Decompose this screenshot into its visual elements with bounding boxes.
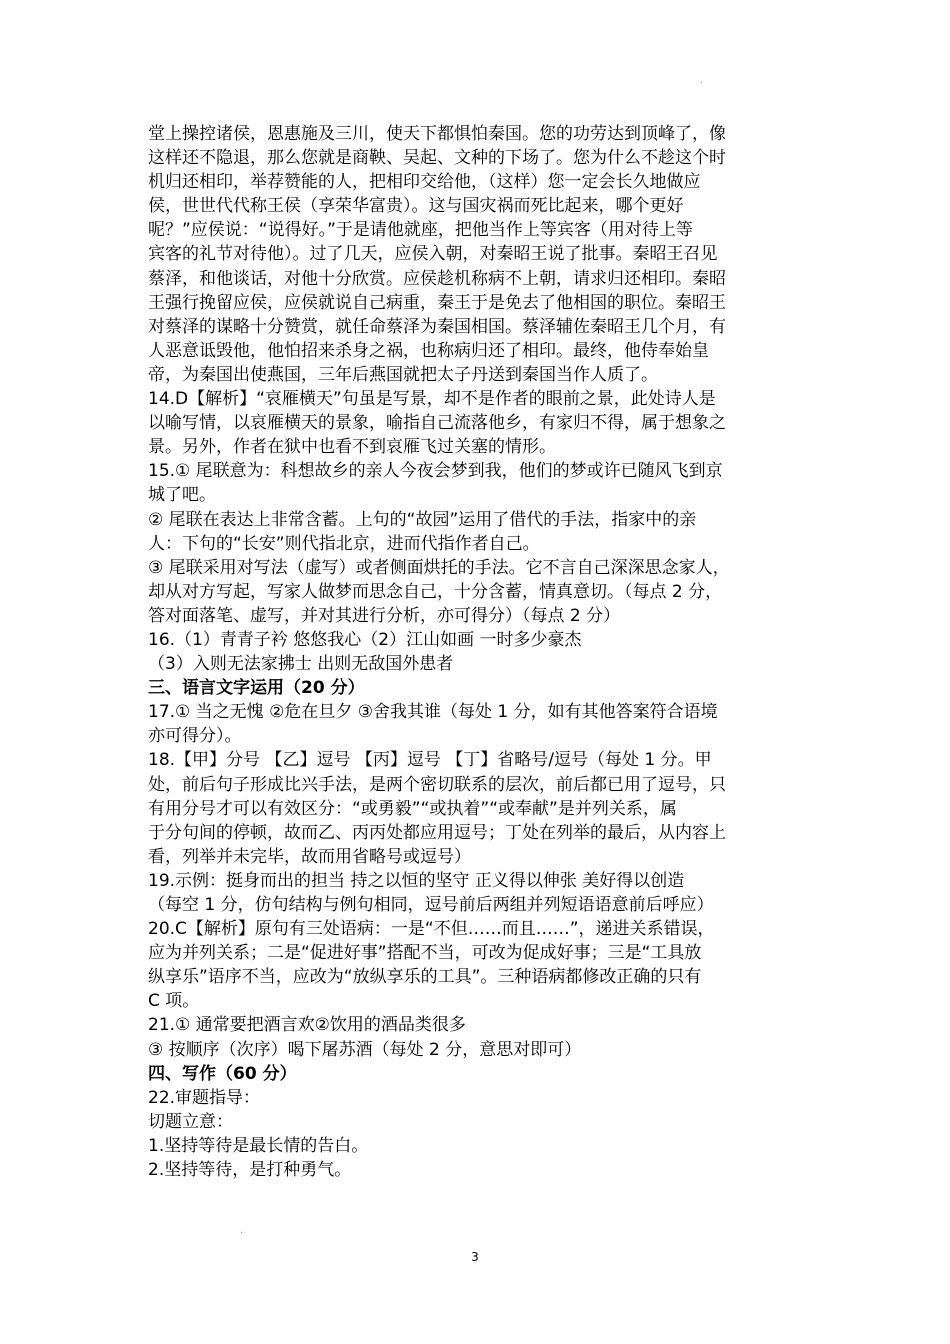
text-line: 纵享乐”语序不当，应改为“放纵享乐的工具”。三种语病都修改正确的只有 (148, 967, 702, 988)
text-line: 城了吧。 (148, 485, 216, 506)
text-line: 人恶意诋毁他，他怕招来杀身之祸，也称病归还了相印。最终，他侍奉始皇 (148, 340, 709, 361)
text-line: ③ 按顺序（次序）喝下屠苏酒（每处 2 分，意思对即可） (148, 1039, 582, 1060)
text-line: 王强行挽留应侯，应侯就说自己病重，秦王于是免去了他相国的职位。秦昭王 (148, 292, 726, 313)
section-heading: 三、语言文字运用（20 分） (148, 678, 365, 699)
text-line: （每空 1 分，仿句结构与例句相同，逗号前后两组并列短语语意前后呼应） (148, 895, 714, 915)
text-line: ② 尾联在表达上非常含蓄。上句的“故园”运用了借代的手法，指家中的亲 (148, 509, 697, 530)
text-line: 侯，世世代代称王侯（享荣华富贵）。这与国灾祸而死比起来，哪个更好 (148, 196, 684, 217)
text-line: ③ 尾联采用对写法（虚写）或者侧面烘托的手法。它不言自己深深思念家人， (148, 557, 730, 578)
text-line: 有用分号才可以有效区分：“或勇毅”“或执着”“或奉献”是并列关系，属 (148, 798, 677, 819)
scan-mark: · (240, 1228, 244, 1239)
answer-14: 14.D【解析】“哀雁横天”句虽是写景，却不是作者的眼前之景，此处诗人是 (148, 389, 716, 410)
text-line: 宾客的礼节对待他）。过了几天，应侯入朝，对秦昭王说了批事。秦昭王召见 (148, 244, 718, 265)
text-line: 对蔡泽的谋略十分赞赏，就任命蔡泽为秦国相国。蔡泽辅佐秦昭王几个月，有 (148, 316, 726, 337)
text-line: 蔡泽，和他谈话，对他十分欣赏。应侯趁机称病不上朝，请求归还相印。秦昭 (148, 268, 726, 289)
section-heading: 四、写作（60 分） (148, 1063, 297, 1084)
text-line: 以喻写情，以哀雁横天的景象，喻指自己流落他乡，有家归不得，属于想象之 (148, 413, 726, 434)
page-number: 3 (471, 1250, 479, 1264)
text-line: 帝，为秦国出使燕国，三年后燕国就把太子丹送到秦国当作人质了。 (148, 364, 658, 385)
answer-20: 20.C【解析】原句有三处语病：一是“不但……而且……”，递进关系错误， (148, 919, 715, 940)
text-line: 1.坚持等待是最长情的告白。 (148, 1135, 369, 1156)
text-line: 切题立意： (148, 1111, 233, 1132)
answer-15: 15.① 尾联意为：科想故乡的亲人今夜会梦到我，他们的梦或许已随风飞到京 (148, 461, 723, 482)
text-line: 处，前后句子形成比兴手法，是两个密切联系的层次，前后都已用了逗号，只 (148, 774, 726, 795)
text-line: 这样还不隐退，那么您就是商鞅、吴起、文种的下场了。您为什么不趁这个时 (148, 148, 726, 169)
text-line: 于分句间的停顿，故而乙、丙丙处都应用逗号；丁处在列举的最后，从内容上 (148, 822, 726, 843)
text-line: 应为并列关系；二是“促进好事”搭配不当，可改为促成好事；三是“工具放 (148, 943, 702, 964)
scan-mark: · (700, 78, 704, 89)
text-line: 却从对方写起，写家人做梦而思念自己，十分含蓄，情真意切。（每点 2 分， (148, 581, 723, 602)
text-line: 2.坚持等待，是打种勇气。 (148, 1160, 352, 1181)
answer-16: 16.（1）青青子衿 悠悠我心（2）江山如画 一时多少豪杰 (148, 629, 582, 650)
text-line: （3）入则无法家拂士 出则无敌国外患者 (148, 654, 454, 675)
text-line: 堂上操控诸侯，恩惠施及三川，使天下都惧怕秦国。您的功劳达到顶峰了，像 (148, 124, 726, 144)
text-line: 呢？”应侯说：“说得好。”于是请他就座，把他当作上等宾客（用对待上等 (148, 220, 693, 241)
answer-22: 22.审题指导： (148, 1087, 261, 1108)
text-line: 景。另外，作者在狱中也看不到哀雁飞过关塞的情形。 (148, 437, 556, 458)
text-line: C 项。 (148, 991, 200, 1012)
text-line: 答对面落笔、虚写，并对其进行分析，亦可得分）（每点 2 分） (148, 605, 621, 626)
answer-21: 21.① 通常要把酒言欢②饮用的酒品类很多 (148, 1015, 466, 1036)
answer-19: 19.示例：挺身而出的担当 持之以恒的坚守 正义得以伸张 美好得以创造 (148, 870, 685, 891)
text-line: 看，列举并未完毕，故而用省略号或逗号） (148, 846, 471, 867)
answer-17: 17.① 当之无愧 ②危在旦夕 ③舍我其谁（每处 1 分，如有其他答案符合语境 (148, 702, 718, 723)
text-line: 机归还相印，举荐赞能的人，把相印交给他，（这样）您一定会长久地做应 (148, 172, 701, 193)
text-line: 亦可得分）。 (148, 726, 242, 747)
text-line: 人：下句的“长安”则代指北京，进而代指作者自己。 (148, 533, 540, 554)
answer-18: 18.【甲】分号 【乙】逗号 【丙】逗号 【丁】省略号/逗号（每处 1 分。甲 (148, 750, 712, 771)
document-body (148, 122, 808, 1182)
